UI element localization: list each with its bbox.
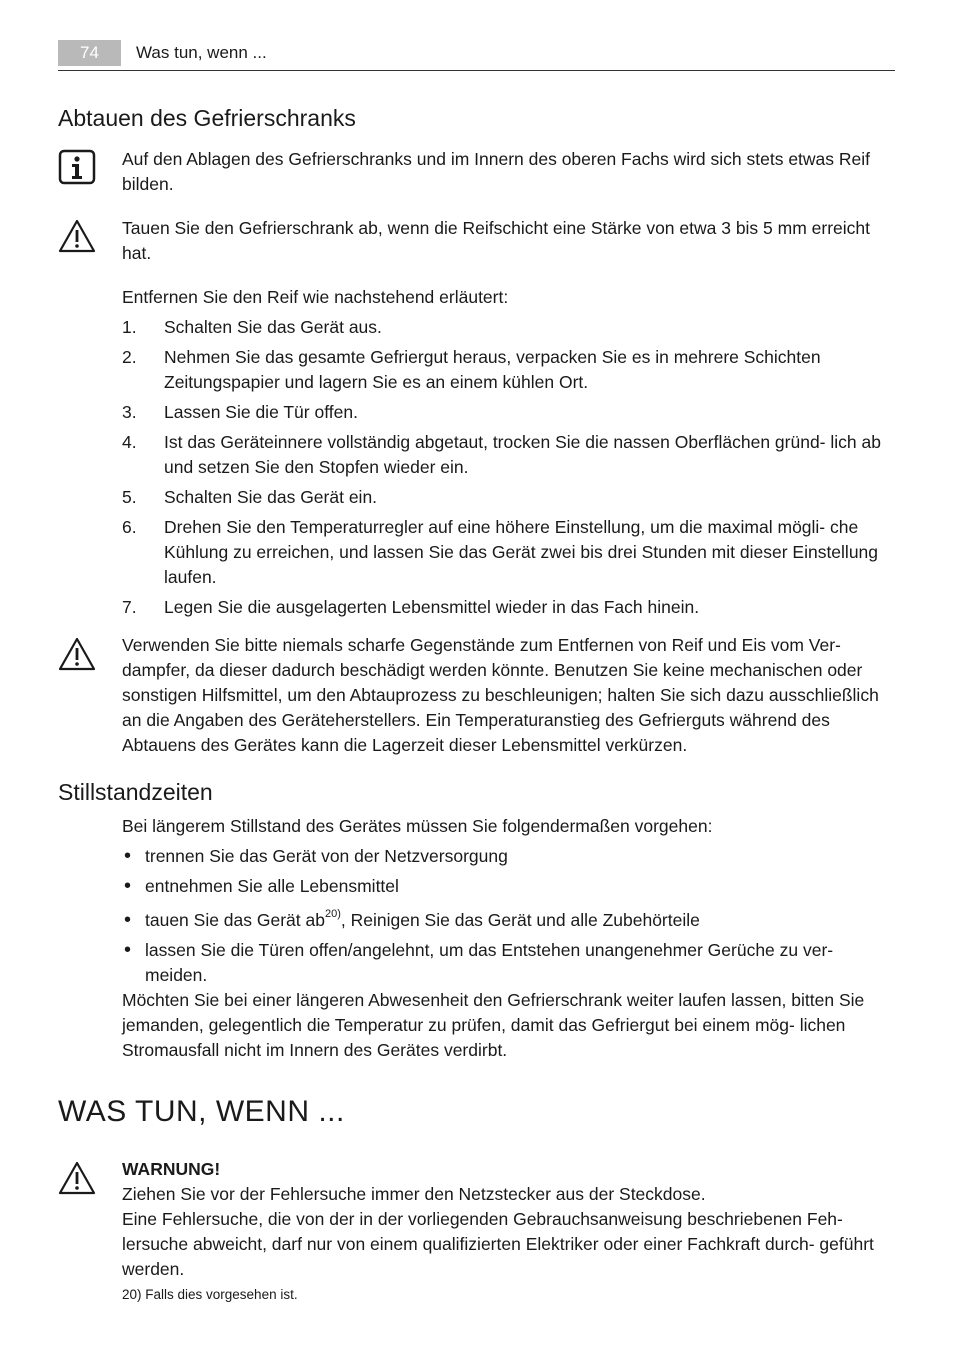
warning-icon (58, 1160, 96, 1196)
list-item (122, 874, 897, 899)
header-divider (58, 70, 895, 71)
page-number: 74 (58, 40, 121, 66)
warning-block (122, 1157, 897, 1282)
list-item (122, 908, 897, 933)
list-item (122, 938, 897, 988)
chapter-heading: WAS TUN, WENN ... (58, 1095, 345, 1128)
step-text: Schalten Sie das Gerät aus. (164, 317, 382, 337)
list-item (122, 595, 897, 620)
step-text: Nehmen Sie das gesamte Gefriergut heraus, verpacken Sie es in mehrere Schichten Zeitungspapier und lagern Sie es an einem kühlen Ort. (164, 347, 821, 392)
warning-text: Ziehen Sie vor der Fehlersuche immer den Netzstecker aus der Steckdose. (122, 1184, 706, 1204)
step-number: 5. (122, 487, 137, 507)
list-item (122, 844, 897, 869)
bullet-icon: • (124, 875, 132, 897)
step-text: Ist das Geräteinnere vollständig abgetaut, trocken Sie die nassen Oberflächen gründ- lich ab und setzen Sie den Stopfen wieder ein. (164, 432, 881, 477)
footnote: 20) Falls dies vorgesehen ist. (122, 1287, 298, 1302)
bullet-icon: • (124, 909, 132, 931)
list-item (122, 515, 897, 590)
warning-text: Eine Fehlersuche, die von der in der vorliegenden Gebrauchsanweisung beschriebenen Feh- lersuche abweicht, darf nur von einem qualifizierten Elektriker oder einer Fachkraft durch- geführt werden. (122, 1209, 874, 1279)
step-number: 6. (122, 517, 137, 537)
footnote-ref: 20) (324, 908, 341, 921)
bullet-icon: • (124, 845, 132, 867)
warning-title: WARNUNG! (122, 1159, 221, 1179)
caution-icon (58, 218, 96, 254)
bullet-text: lassen Sie die Türen offen/angelehnt, um das Entstehen unangenehmer Gerüche zu ver- meiden. (145, 940, 834, 985)
step-text: Legen Sie die ausgelagerten Lebensmittel wieder in das Fach hinein. (164, 597, 700, 617)
list-item (122, 345, 897, 395)
standstill-list (122, 844, 897, 988)
list-item (122, 400, 897, 425)
step-number: 7. (122, 597, 137, 617)
defrost-steps (122, 315, 897, 620)
bullet-text: entnehmen Sie alle Lebensmittel (145, 876, 399, 896)
step-text: Lassen Sie die Tür offen. (164, 402, 358, 422)
steps-intro: Entfernen Sie den Reif wie nachstehend erläutert: (122, 287, 509, 307)
step-number: 4. (122, 432, 137, 452)
step-number: 1. (122, 317, 137, 337)
list-item (122, 485, 897, 510)
running-title: Was tun, wenn ... (136, 43, 267, 62)
section-heading-defrost: Abtauen des Gefrierschranks (58, 105, 356, 131)
list-item (122, 315, 897, 340)
caution-text-defrost: Verwenden Sie bitte niemals scharfe Gegenstände zum Entfernen von Reif und Eis vom Ver- dampfer, da dieser dadurch beschädigt werden könnte. Benutzen Sie keine mechanischen oder sonstigen Hilfsmittel, um den Abtauprozess zu beschleunigen; halten Sie sich dazu ausschließlich an die Angaben des Geräteherstellers. Ein Temperaturanstieg des Gefrierguts während des Abtauens des Gerätes kann die Lagerzeit dieser Lebensmittel verkürzen. (122, 635, 879, 755)
section-heading-standstill: Stillstandzeiten (58, 779, 213, 805)
step-text: Drehen Sie den Temperaturregler auf eine höhere Einstellung, um die maximal mögli- che Kühlung zu erreichen, und lassen Sie das Gerät zwei bis drei Stunden mit dieser Einstellung laufen. (164, 517, 879, 587)
step-number: 3. (122, 402, 137, 422)
bullet-icon: • (124, 939, 132, 961)
bullet-text: trennen Sie das Gerät von der Netzversorgung (145, 846, 508, 866)
standstill-closing: Möchten Sie bei einer längeren Abwesenheit den Gefrierschrank weiter laufen lassen, bitten Sie jemanden, gelegentlich die Temperatur zu prüfen, damit das Gefriergut bei einem mög- lichen Stromausfall nicht im Innern des Gerätes verdirbt. (122, 990, 865, 1060)
step-text: Schalten Sie das Gerät ein. (164, 487, 378, 507)
step-number: 2. (122, 347, 137, 367)
caution-text: Tauen Sie den Gefrierschrank ab, wenn die Reifschicht eine Stärke von etwa 3 bis 5 mm erreicht hat. (122, 218, 871, 263)
info-text: Auf den Ablagen des Gefrierschranks und im Innern des oberen Fachs wird sich stets etwas Reif bilden. (122, 149, 871, 194)
defrost-instructions (122, 285, 897, 625)
info-icon (58, 149, 96, 185)
list-item (122, 430, 897, 480)
standstill-content (122, 814, 897, 1063)
bullet-text: , Reinigen Sie das Gerät und alle Zubehörteile (340, 910, 700, 930)
standstill-intro: Bei längerem Stillstand des Gerätes müssen Sie folgendermaßen vorgehen: (122, 816, 713, 836)
bullet-text: tauen Sie das Gerät ab (145, 910, 325, 930)
caution-icon (58, 636, 96, 672)
